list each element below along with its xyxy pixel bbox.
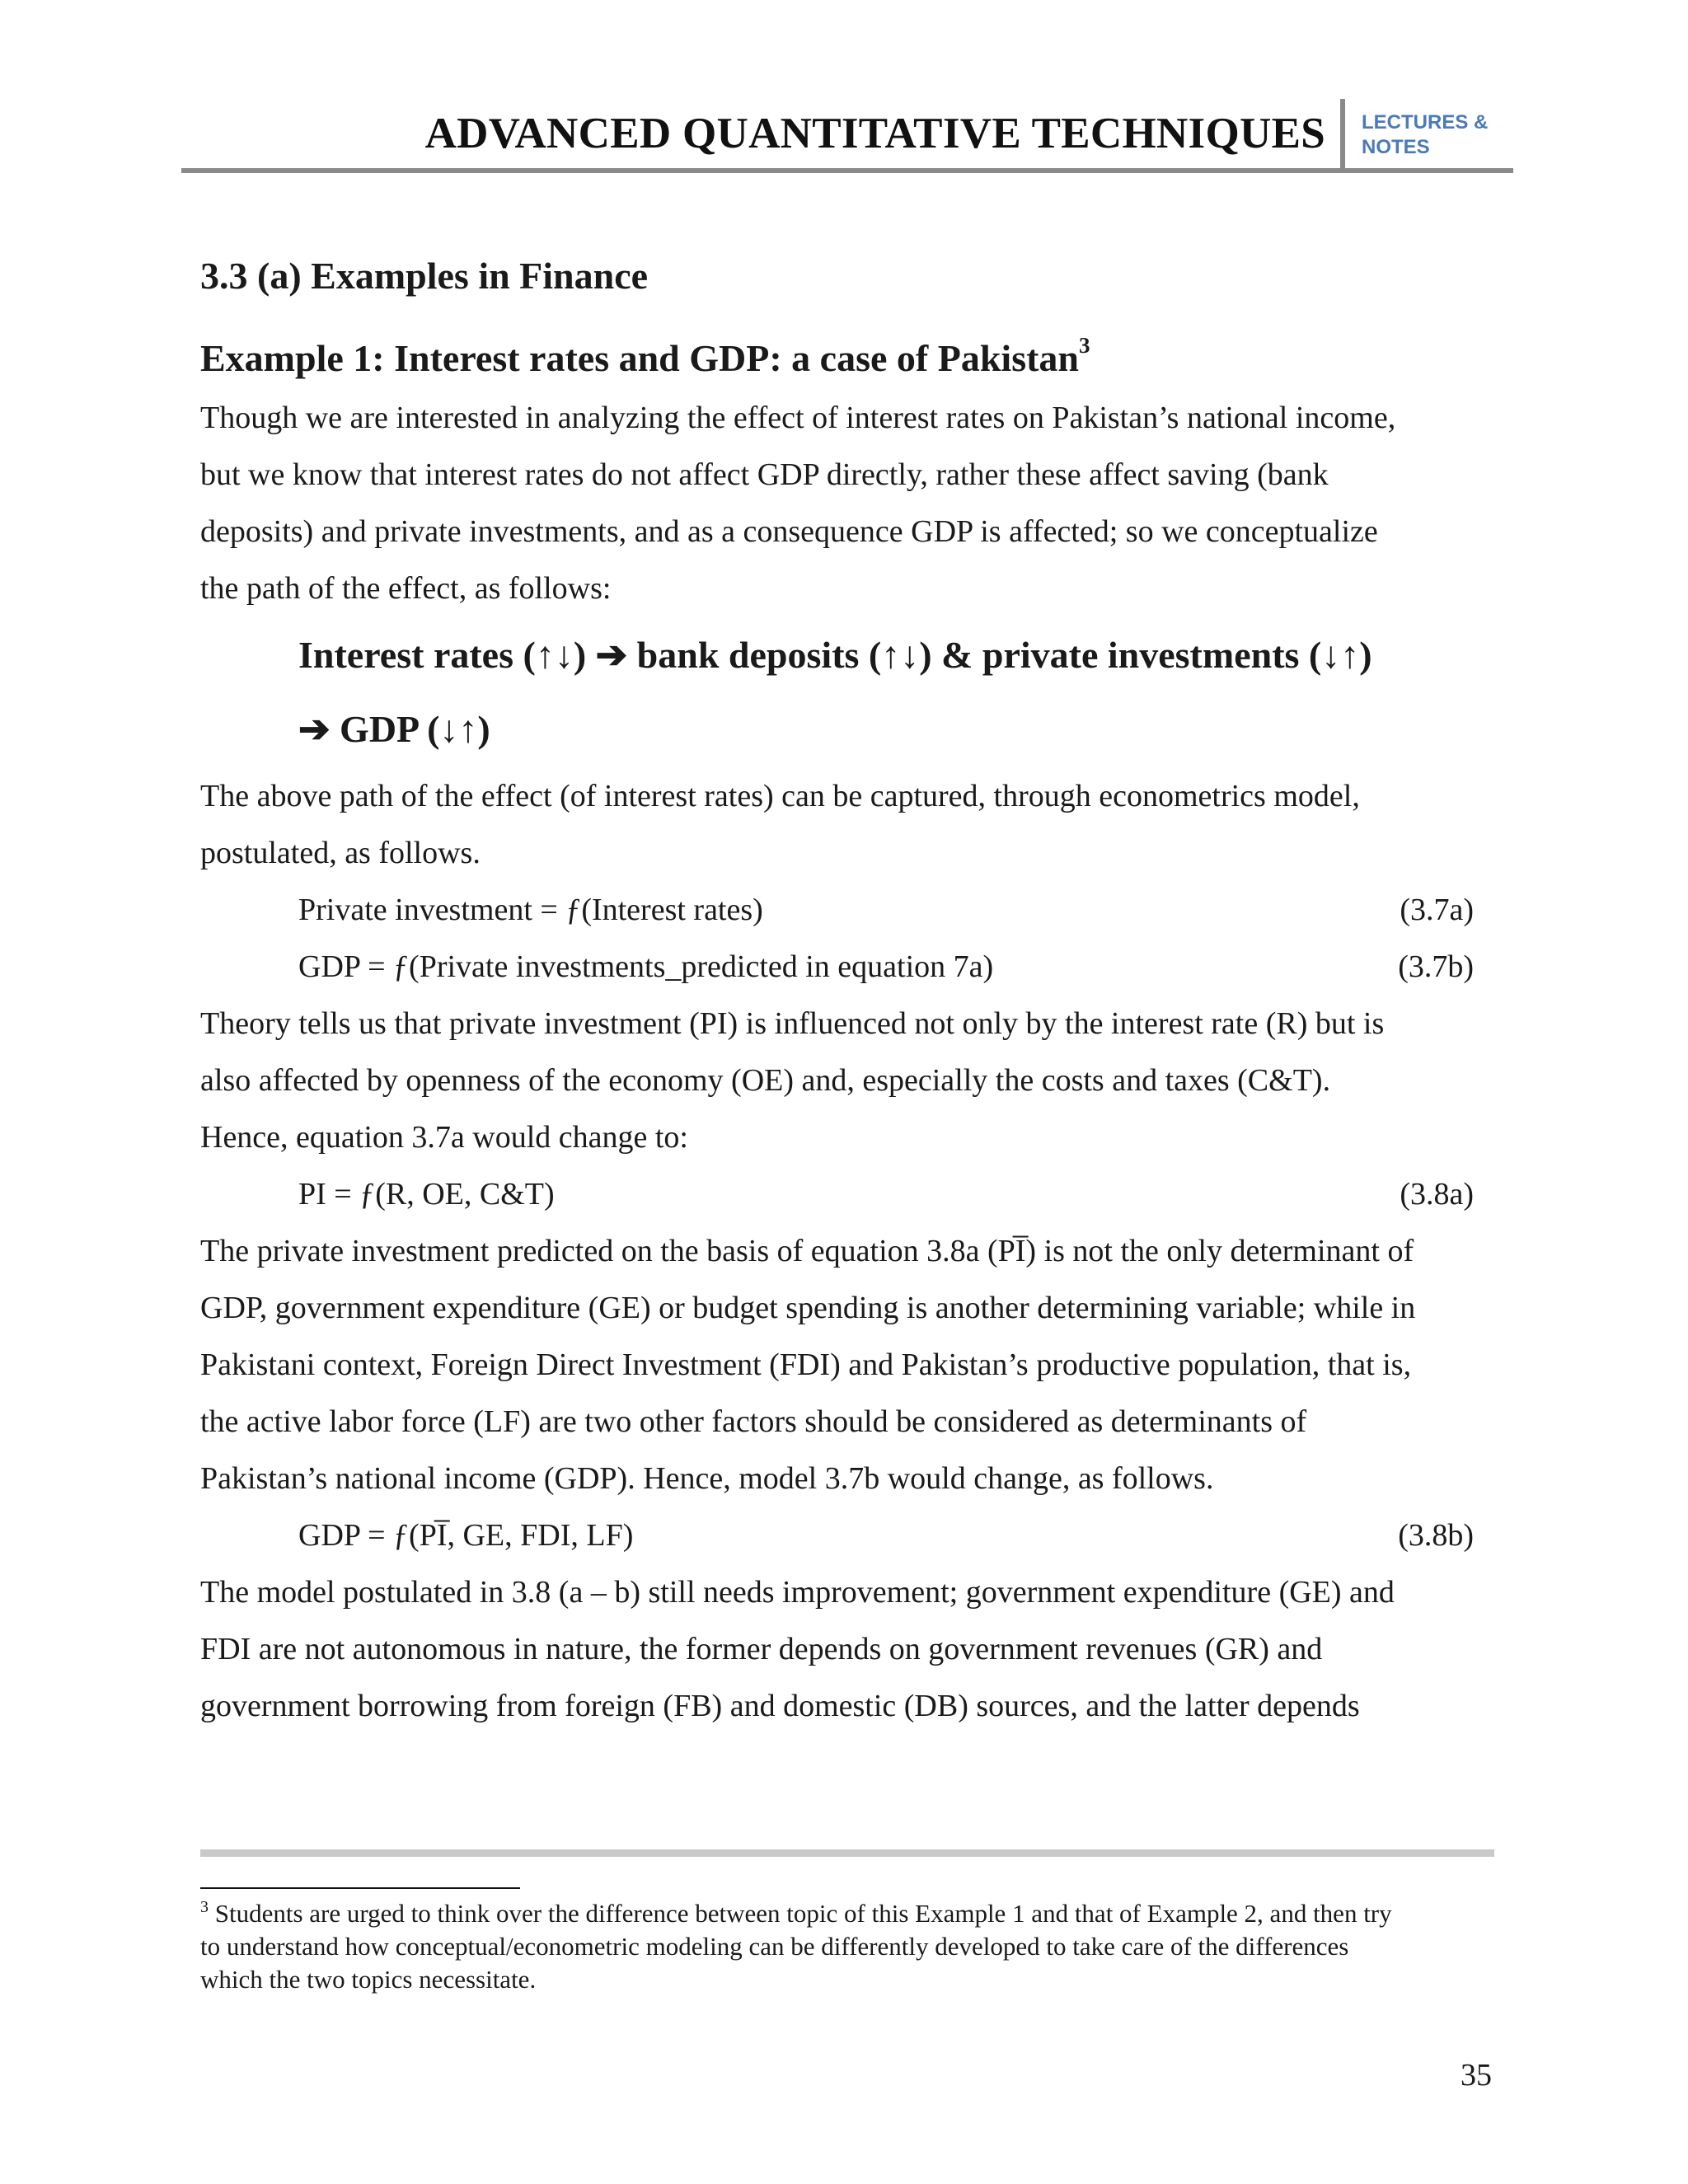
- page-number: 35: [1461, 2058, 1492, 2093]
- equation-3-8a-number: (3.8a): [1400, 1177, 1474, 1212]
- equation-3-8a: PI = ƒ(R, OE, C&T): [298, 1177, 555, 1212]
- running-header-title: ADVANCED QUANTITATIVE TECHNIQUES: [424, 110, 1325, 157]
- paragraph-5-line-1: The model postulated in 3.8 (a – b) still needs improvement; government expenditure (GE) and: [200, 1575, 1395, 1610]
- section-heading: 3.3 (a) Examples in Finance: [200, 255, 649, 297]
- effect-path-line-2: ➔ GDP (↓↑): [298, 708, 490, 750]
- footnote-line-1: [200, 1897, 1511, 1930]
- header-rule: [181, 168, 1513, 173]
- paragraph-2-line-1: The above path of the effect (of interest rates) can be captured, through econometrics model,: [200, 779, 1360, 813]
- footnote-separator: [200, 1887, 520, 1889]
- equation-3-8b: GDP = ƒ(PI̅, GE, FDI, LF): [298, 1518, 634, 1553]
- footnote-line-2: to understand how conceptual/econometric modeling can be differently developed to take care of the differences: [200, 1932, 1349, 1961]
- example-heading-text: Example 1: Interest rates and GDP: a case of Pakistan: [200, 337, 1079, 379]
- equation-3-7b: GDP = ƒ(Private investments_predicted in equation 7a): [298, 949, 994, 984]
- paragraph-1-line-3: deposits) and private investments, and as a consequence GDP is affected; so we conceptualize: [200, 514, 1378, 549]
- paragraph-5-line-2: FDI are not autonomous in nature, the former depends on government revenues (GR) and: [200, 1632, 1323, 1666]
- paragraph-1-line-1: Though we are interested in analyzing the effect of interest rates on Pakistan’s national income,: [200, 401, 1396, 435]
- paragraph-3-line-2: also affected by openness of the economy (OE) and, especially the costs and taxes (C&T).: [200, 1063, 1331, 1098]
- header-label-line-1: LECTURES &: [1362, 111, 1489, 134]
- paragraph-4-line-4: the active labor force (LF) are two other factors should be considered as determinants of: [200, 1404, 1307, 1439]
- equation-3-8b-number: (3.8b): [1398, 1518, 1474, 1553]
- paragraph-4-line-2: GDP, government expenditure (GE) or budget spending is another determining variable; while in: [200, 1291, 1416, 1325]
- equation-3-7a-number: (3.7a): [1400, 893, 1474, 927]
- footnote-line-1-text: Students are urged to think over the difference between topic of this Example 1 and that of Example 2, and then try: [209, 1899, 1392, 1928]
- paragraph-1-line-2: but we know that interest rates do not affect GDP directly, rather these affect saving (bank: [200, 457, 1329, 492]
- header-divider: [1340, 99, 1345, 170]
- footnote-line-3: which the two topics necessitate.: [200, 1965, 537, 1994]
- paragraph-3-line-1: Theory tells us that private investment (PI) is influenced not only by the interest rate (R) but is: [200, 1006, 1385, 1041]
- footer-divider: [200, 1849, 1494, 1857]
- effect-path-line-1: Interest rates (↑↓) ➔ bank deposits (↑↓) & private investments (↓↑): [298, 634, 1372, 676]
- paragraph-4-line-3: Pakistani context, Foreign Direct Investment (FDI) and Pakistan’s productive population, that is,: [200, 1347, 1412, 1382]
- header-label-line-2: NOTES: [1362, 136, 1430, 158]
- footnote-reference: 3: [1079, 333, 1090, 358]
- running-header-label: [1362, 110, 1488, 160]
- paragraph-1-line-4: the path of the effect, as follows:: [200, 571, 612, 606]
- example-heading: [200, 333, 1090, 380]
- paragraph-3-line-3: Hence, equation 3.7a would change to:: [200, 1120, 688, 1155]
- equation-3-7a: Private investment = ƒ(Interest rates): [298, 893, 763, 927]
- paragraph-4-line-5: Pakistan’s national income (GDP). Hence, model 3.7b would change, as follows.: [200, 1461, 1214, 1496]
- paragraph-2-line-2: postulated, as follows.: [200, 836, 481, 870]
- footnote: [200, 1897, 1511, 1996]
- equation-3-7b-number: (3.7b): [1398, 949, 1474, 984]
- footnote-marker: 3: [200, 1898, 209, 1916]
- paragraph-5-line-3: government borrowing from foreign (FB) and domestic (DB) sources, and the latter depends: [200, 1689, 1360, 1723]
- paragraph-4-line-1: The private investment predicted on the basis of equation 3.8a (PI̅) is not the only determinant of: [200, 1234, 1414, 1268]
